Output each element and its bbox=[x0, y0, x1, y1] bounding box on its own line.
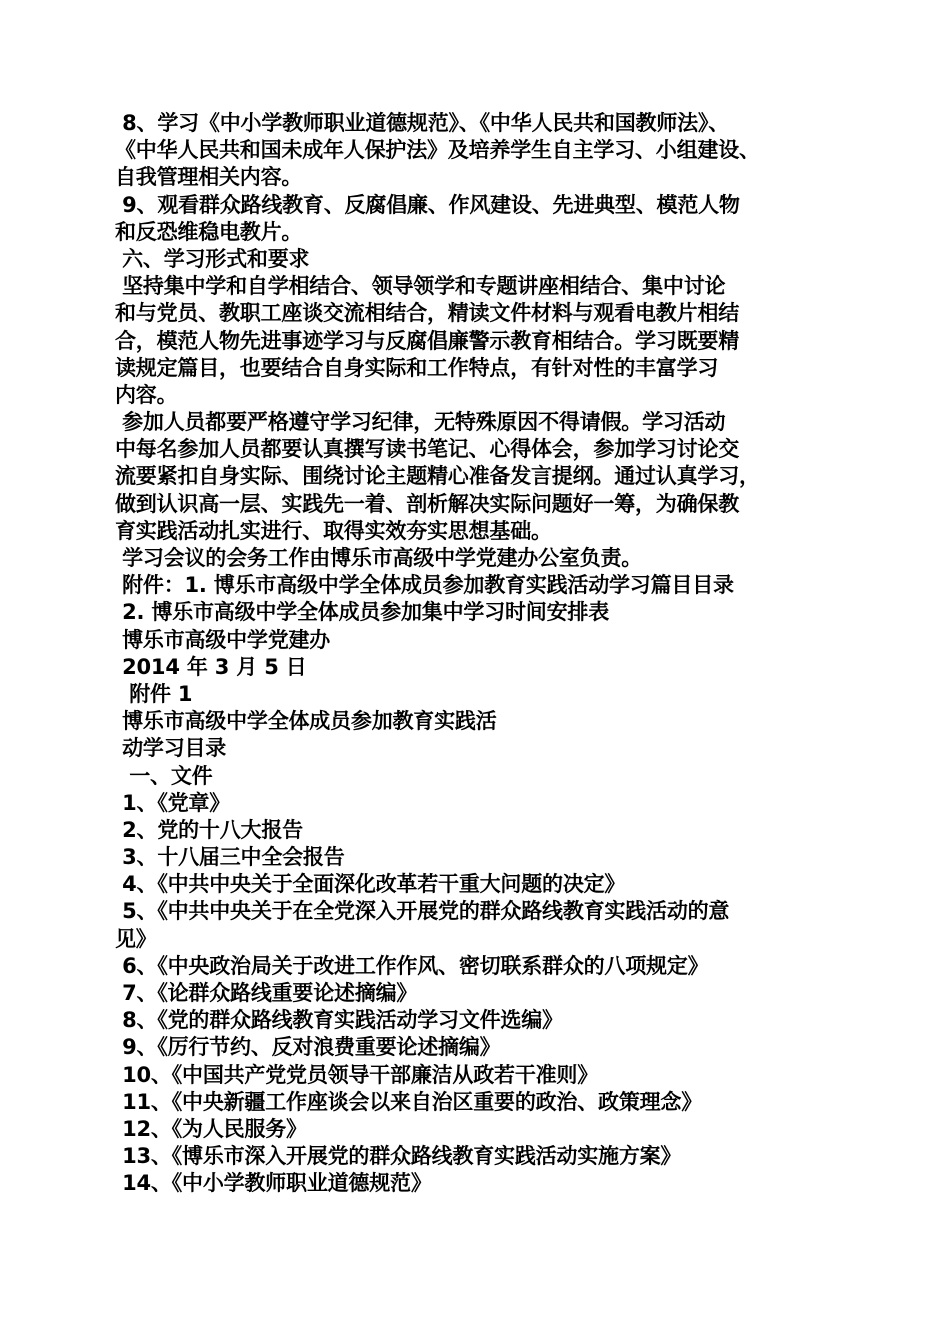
text-line: 自我管理相关内容。 bbox=[115, 165, 303, 190]
list-item: 1、《党章》 bbox=[115, 790, 231, 815]
attachment-line: 附件：1. 博乐市高级中学全体成员参加教育实践活动学习篇目目录 bbox=[115, 573, 734, 598]
text-line: 内容。 bbox=[115, 382, 178, 407]
text-line: 学习会议的会务工作由博乐市高级中学党建办公室负责。 bbox=[115, 546, 643, 570]
list-item: 7、《论群众路线重要论述摘编》 bbox=[115, 981, 418, 1005]
attachment-title: 博乐市高级中学全体成员参加教育实践活 bbox=[115, 709, 497, 734]
text-line: 流要紧扣自身实际、围绕讨论主题精心准备发言提纲。通过认真学习， bbox=[115, 464, 760, 489]
list-item: 10、《中国共产党党员领导干部廉洁从政若干准则》 bbox=[115, 1062, 599, 1087]
section-heading: 一、文件 bbox=[115, 763, 213, 788]
text-line: 坚持集中学和自学相结合、领导领学和专题讲座相结合、集中讨论 bbox=[115, 274, 726, 299]
document-page bbox=[115, 110, 845, 1198]
list-item: 5、《中共中央关于在全党深入开展党的群众路线教育实践活动的意 bbox=[115, 899, 730, 924]
list-item: 2、党的十八大报告 bbox=[115, 817, 303, 842]
signature-office: 博乐市高级中学党建办 bbox=[115, 627, 331, 652]
list-item: 12、《为人民服务》 bbox=[115, 1116, 307, 1141]
list-item: 11、《中央新疆工作座谈会以来自治区重要的政治、政策理念》 bbox=[115, 1089, 703, 1114]
list-item: 9、《厉行节约、反对浪费重要论述摘编》 bbox=[115, 1035, 501, 1060]
list-item: 见》 bbox=[115, 926, 157, 951]
text-line: 读规定篇目，也要结合自身实际和工作特点，有针对性的丰富学习 bbox=[115, 355, 719, 380]
signature-date: 2014 年 3 月 5 日 bbox=[115, 654, 307, 679]
attachment-line: 2. 博乐市高级中学全体成员参加集中学习时间安排表 bbox=[115, 600, 610, 625]
attachment-title: 动学习目录 bbox=[115, 736, 227, 761]
text-line: 8、学习《中小学教师职业道德规范》、《中华人民共和国教师法》、 bbox=[115, 111, 730, 135]
text-line: 育实践活动扎实进行、取得实效夯实思想基础。 bbox=[115, 518, 552, 543]
list-item: 6、《中央政治局关于改进工作作风、密切联系群众的八项规定》 bbox=[115, 953, 709, 978]
list-item: 4、《中共中央关于全面深化改革若干重大问题的决定》 bbox=[115, 872, 626, 897]
attachment-label: 附件 1 bbox=[115, 681, 193, 706]
list-item: 14、《中小学教师职业道德规范》 bbox=[115, 1171, 432, 1196]
section-heading: 六、学习形式和要求 bbox=[115, 246, 310, 271]
text-line: 《中华人民共和国未成年人保护法》及培养学生自主学习、小组建设、 bbox=[115, 138, 760, 163]
text-line: 9、观看群众路线教育、反腐倡廉、作风建设、先进典型、模范人物 bbox=[115, 192, 740, 217]
text-line: 参加人员都要严格遵守学习纪律，无特殊原因不得请假。学习活动 bbox=[115, 410, 726, 435]
text-line: 和反恐维稳电教片。 bbox=[115, 219, 303, 244]
text-line: 和与党员、教职工座谈交流相结合，精读文件材料与观看电教片相结 bbox=[115, 301, 739, 326]
list-item: 3、十八届三中全会报告 bbox=[115, 845, 345, 870]
text-line: 做到认识高一层、实践先一着、剖析解决实际问题好一筹，为确保教 bbox=[115, 491, 739, 516]
list-item: 8、《党的群众路线教育实践活动学习文件选编》 bbox=[115, 1008, 563, 1033]
text-line: 合，模范人物先进事迹学习与反腐倡廉警示教育相结合。学习既要精 bbox=[115, 328, 739, 353]
list-item: 13、《博乐市深入开展党的群众路线教育实践活动实施方案》 bbox=[115, 1144, 682, 1169]
text-line: 中每名参加人员都要认真撰写读书笔记、心得体会，参加学习讨论交 bbox=[115, 437, 739, 462]
